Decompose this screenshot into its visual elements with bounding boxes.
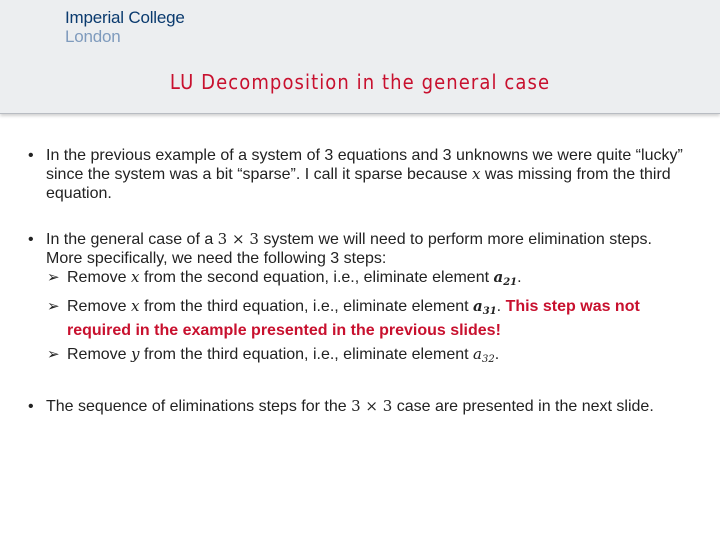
- slide-header: [0, 0, 720, 114]
- bullet-dot: •: [28, 147, 34, 164]
- bullet-2-text-b: system we will need to perform more elimination steps. More specifically, we need the following 3 steps:: [46, 231, 652, 267]
- step-3-text-b: from the third equation, i.e., eliminate element: [139, 346, 474, 363]
- bullet-3-math: 3 × 3: [351, 397, 393, 415]
- logo-line-1: Imperial College: [65, 8, 185, 27]
- step-3-element: [473, 345, 495, 363]
- arrow-bullet-icon: ➢: [47, 346, 60, 363]
- step-2-variable: x: [131, 297, 140, 315]
- step-1-variable: x: [131, 268, 140, 286]
- bullet-3: [28, 397, 688, 416]
- slide-title: LU Decomposition in the general case: [169, 70, 551, 94]
- bullet-3-text-a: The sequence of eliminations steps for the: [46, 398, 352, 415]
- bullet-dot: •: [28, 398, 34, 415]
- step-1-text-a: Remove: [67, 269, 132, 286]
- bullet-2-text-a: In the general case of a: [46, 231, 218, 248]
- arrow-bullet-icon: ➢: [47, 269, 60, 286]
- step-3-element-subscript: 32: [481, 354, 495, 365]
- step-1-element: [493, 268, 517, 286]
- step-3-element-symbol: a: [473, 345, 482, 363]
- step-2-text-a: Remove: [67, 298, 132, 315]
- step-1-text-b: from the second equation, i.e., eliminate element: [139, 269, 494, 286]
- bullet-2-math: 3 × 3: [217, 230, 259, 248]
- step-2-text-b: from the third equation, i.e., eliminate element: [139, 298, 474, 315]
- bullet-1: [28, 146, 688, 203]
- step-2-element: [473, 297, 497, 315]
- step-3-variable: y: [131, 345, 140, 363]
- bullet-3-text-b: case are presented in the next slide.: [392, 398, 654, 415]
- bullet-1-variable: x: [471, 165, 481, 183]
- step-2-end: .: [496, 298, 506, 315]
- logo-line-2: London: [65, 27, 121, 46]
- step-item-2: [28, 297, 688, 340]
- step-item-1: [28, 268, 688, 292]
- step-3-text-a: Remove: [67, 346, 132, 363]
- step-1-element-subscript: 21: [503, 277, 518, 288]
- step-item-3: [28, 345, 688, 369]
- step-1-end: .: [517, 269, 522, 286]
- bullet-1-text-a: In the previous example of a system of 3 equations and 3 unknowns we were quite “lucky” since the system was a bit “sparse”. I call it sparse because: [46, 147, 683, 183]
- arrow-bullet-icon: ➢: [47, 298, 60, 315]
- bullet-1-text-b: was missing from the third equation.: [46, 166, 671, 202]
- step-2-element-symbol: a: [473, 297, 483, 315]
- imperial-college-logo: [65, 8, 185, 46]
- bullet-2: [28, 230, 688, 268]
- step-3-end: .: [494, 346, 500, 363]
- step-1-element-symbol: a: [493, 268, 504, 286]
- bullet-dot: •: [28, 231, 34, 248]
- step-2-highlight-note: This step was not required in the example presented in the previous slides!: [67, 298, 640, 339]
- slide-body: [28, 146, 688, 416]
- step-2-element-subscript: 31: [482, 306, 497, 317]
